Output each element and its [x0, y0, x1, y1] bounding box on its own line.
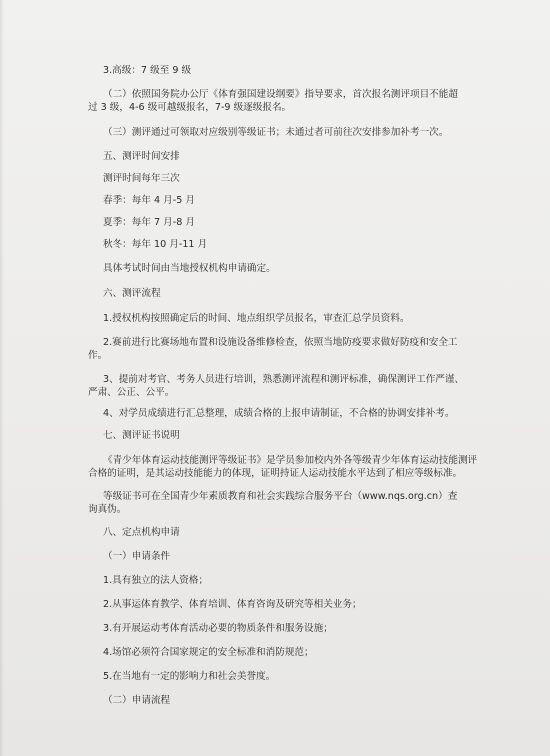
heading-eight: 八、定点机构申请 — [103, 527, 180, 538]
grade-advanced-line: 3.高级：7 级至 9 级 — [103, 65, 192, 76]
process-step-2-line-2: 作。 — [88, 350, 108, 361]
condition-5: 5.在当地有一定的影响力和社会美誉度。 — [103, 671, 276, 682]
section-3-line: （三）测评通过可领取对应级别等级证书；未通过者可前往次安排参加补考一次。 — [103, 127, 449, 138]
section-2-line-2: 过 3 级，4-6 级可越级报名，7-9 级逐级报名。 — [88, 102, 292, 113]
schedule-spring: 春季：每年 4 月-5 月 — [103, 195, 195, 206]
certificate-desc-line-1: 《青少年体育运动技能测评等级证书》是学员参加校内外各等级青少年体育运动技能测评 — [103, 455, 478, 466]
condition-1: 1.具有独立的法人资格； — [103, 575, 209, 586]
heading-seven: 七、测评证书说明 — [103, 430, 180, 441]
process-step-3-line-2: 严肃、公正、公平。 — [88, 387, 175, 398]
heading-six: 六、测评流程 — [103, 288, 161, 299]
condition-3: 3.有开展运动考体育活动必要的物质条件和服务设施； — [103, 623, 333, 634]
process-step-1: 1.授权机构按照确定后的时间、地点组织学员报名，审查汇总学员资料。 — [103, 313, 410, 324]
certificate-verify-line-1: 等级证书可在全国青少年素质教育和社会实践综合服务平台（www.nqs.org.cn）查 — [103, 491, 458, 502]
schedule-summer: 夏季：每年 7 月-8 月 — [103, 217, 195, 228]
subheading-conditions: （一）申请条件 — [103, 551, 171, 562]
process-step-4: 4、对学员成绩进行汇总整理，成绩合格的上报申请制证，不合格的协调安排补考。 — [103, 408, 455, 419]
condition-2: 2.从事运体育教学、体育培训、体育咨询及研究等相关业务； — [103, 599, 362, 610]
certificate-desc-line-2: 合格的证明，是其运动技能能力的体现，证明持证人运动技能水平达到了相应等级标准。 — [88, 468, 463, 479]
certificate-verify-line-2: 询真伪。 — [88, 504, 127, 515]
subheading-process: （二）申请流程 — [103, 695, 171, 706]
condition-4: 4.场馆必须符合国家规定的安全标准和消防规范； — [103, 647, 314, 658]
schedule-note: 具体考试时间由当地授权机构申请确定。 — [103, 263, 276, 274]
process-step-3-line-1: 3、提前对考官、考务人员进行培训，熟悉测评流程和测评标准，确保测评工作严谨、 — [103, 374, 465, 385]
schedule-autumn: 秋冬：每年 10 月-11 月 — [103, 239, 208, 250]
heading-five: 五、测评时间安排 — [103, 151, 180, 162]
section-2-line-1: （二）依照国务院办公厅《体育强国建设纲要》指导要求，首次报名测评项目不能超 — [103, 89, 458, 100]
process-step-2-line-1: 2.赛前进行比赛场地布置和设施设备维修检查，依照当地防疫要求做好防疫和安全工 — [103, 337, 458, 348]
schedule-intro: 测评时间每年三次 — [103, 173, 180, 184]
